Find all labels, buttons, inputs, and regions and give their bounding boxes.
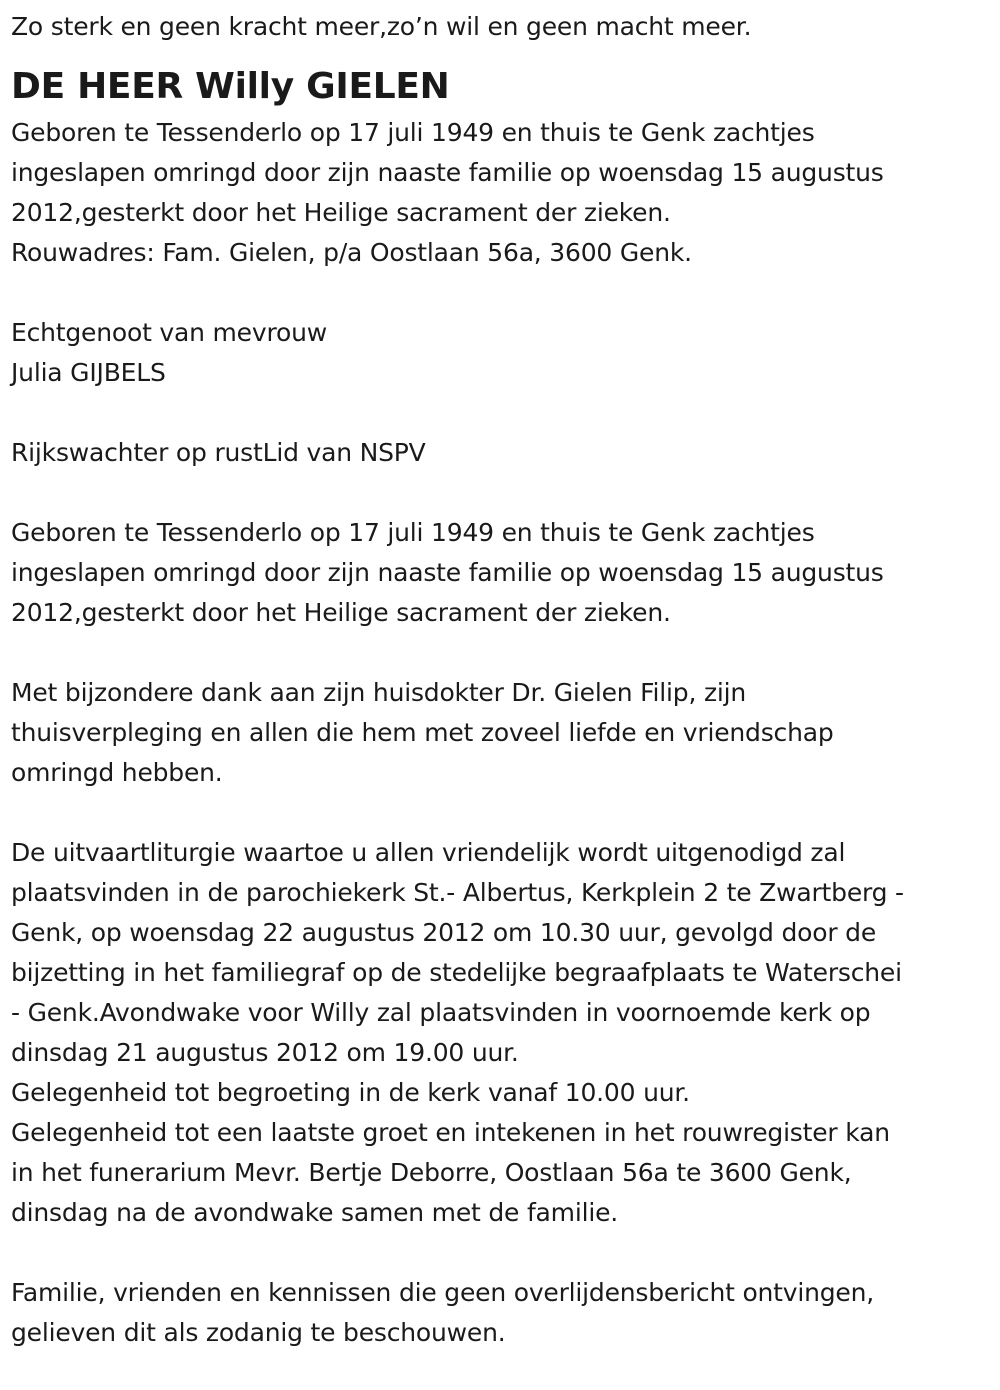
text-line: De uitvaartliturgie waartoe u allen vriendelijk wordt uitgenodigd zal: [11, 838, 846, 867]
text-line: Met bijzondere dank aan zijn huisdokter Dr. Gielen Filip, zijn: [11, 678, 747, 707]
paragraph-gap: [11, 1233, 991, 1273]
text-line: dinsdag 21 augustus 2012 om 19.00 uur.: [11, 1038, 519, 1067]
paragraph-gap: [11, 793, 991, 833]
occupation: Rijkswachter op rustLid van NSPV: [11, 438, 426, 467]
thanks-block: [11, 673, 991, 793]
text-line: ingeslapen omringd door zijn naaste familie op woensdag 15 augustus: [11, 558, 884, 587]
text-line: thuisverpleging en allen die hem met zoveel liefde en vriendschap: [11, 718, 834, 747]
deceased-name-title: DE HEER Willy GIELEN: [11, 66, 450, 107]
text-line: Gelegenheid tot een laatste groet en intekenen in het rouwregister kan: [11, 1118, 890, 1147]
text-line: ingeslapen omringd door zijn naaste familie op woensdag 15 augustus: [11, 158, 884, 187]
text-line: gelieven dit als zodanig te beschouwen.: [11, 1318, 506, 1347]
closing-block: [11, 1273, 991, 1353]
spouse-name: Julia GIJBELS: [11, 358, 166, 387]
motto: Zo sterk en geen kracht meer,zo’n wil en geen macht meer.: [11, 12, 752, 41]
text-line: Echtgenoot van mevrouw: [11, 318, 327, 347]
text-line: 2012,gesterkt door het Heilige sacrament der zieken.: [11, 598, 671, 627]
text-line: bijzetting in het familiegraf op de stedelijke begraafplaats te Waterschei: [11, 958, 902, 987]
paragraph-gap: [11, 273, 991, 313]
paragraph-gap: [11, 633, 991, 673]
text-line: plaatsvinden in de parochiekerk St.- Albertus, Kerkplein 2 te Zwartberg -: [11, 878, 904, 907]
mourning-address: Rouwadres: Fam. Gielen, p/a Oostlaan 56a, 3600 Genk.: [11, 238, 692, 267]
text-line: dinsdag na de avondwake samen met de familie.: [11, 1198, 618, 1227]
text-line: in het funerarium Mevr. Bertje Deborre, Oostlaan 56a te 3600 Genk,: [11, 1158, 852, 1187]
text-line: - Genk.Avondwake voor Willy zal plaatsvinden in voornoemde kerk op: [11, 998, 871, 1027]
paragraph-gap: [11, 393, 991, 433]
text-line: 2012,gesterkt door het Heilige sacrament der zieken.: [11, 198, 671, 227]
text-line: Gelegenheid tot begroeting in de kerk vanaf 10.00 uur.: [11, 1078, 690, 1107]
paragraph-gap: [11, 473, 991, 513]
birth-repeat-block: [11, 513, 991, 633]
text-line: Geboren te Tessenderlo op 17 juli 1949 en thuis te Genk zachtjes: [11, 518, 815, 547]
funeral-block: [11, 833, 991, 1233]
birth-block: [11, 113, 991, 273]
text-line: omringd hebben.: [11, 758, 223, 787]
spouse-block: [11, 313, 991, 393]
text-line: Genk, op woensdag 22 augustus 2012 om 10.30 uur, gevolgd door de: [11, 918, 877, 947]
text-line: Familie, vrienden en kennissen die geen overlijdensbericht ontvingen,: [11, 1278, 875, 1307]
text-line: Geboren te Tessenderlo op 17 juli 1949 en thuis te Genk zachtjes: [11, 118, 815, 147]
obituary-notice: [11, 0, 991, 1353]
